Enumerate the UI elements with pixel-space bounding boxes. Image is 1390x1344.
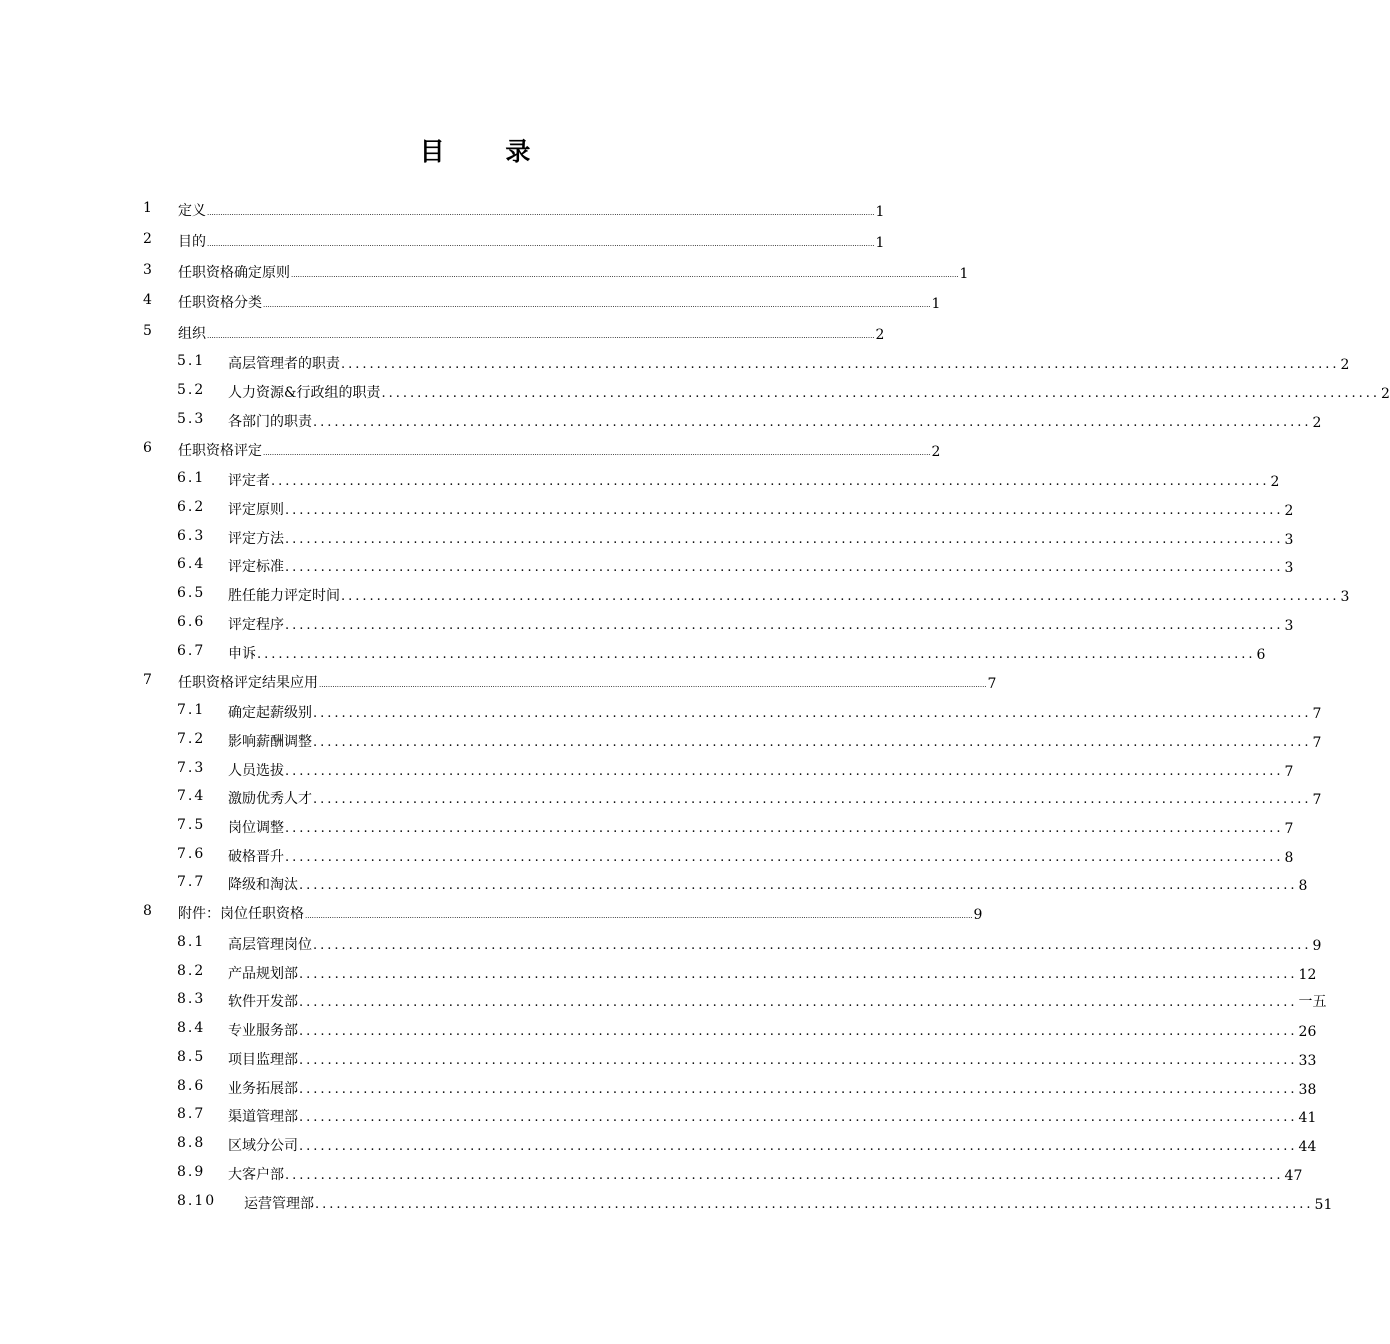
toc-entry-label: 影响薪酬调整 [228,734,312,750]
toc-entry-line [228,411,1322,431]
toc-entry-page-number: 1 [875,235,885,251]
toc-entry-page-number: 51 [1314,1197,1333,1213]
dot-leader: ............................................................................................................................................ [313,792,1312,807]
toc-entry[interactable] [0,846,1294,870]
toc-entry[interactable] [0,963,1317,987]
dot-leader: ............................................................................................................................................ [313,706,1312,721]
toc-entry-label: 任职资格确定原则 [178,265,290,281]
toc-entry-number: 8.9 [177,1164,206,1180]
toc-entry[interactable] [0,1106,1317,1130]
toc-entry-page-number: 44 [1298,1139,1317,1155]
toc-entry-page-number: 26 [1298,1024,1317,1040]
toc-entry[interactable] [0,991,1327,1015]
toc-entry-number: 6.6 [177,614,206,630]
dot-leader: ............................................................................................................................................ [299,995,1298,1010]
toc-entry-label: 软件开发部 [228,994,298,1010]
toc-entry-page-number: 1 [959,266,969,282]
toc-entry-line [228,643,1266,663]
toc-entry[interactable] [0,323,950,347]
toc-entry-line [228,556,1294,576]
dot-leader: ............................................................................................................................................ [285,503,1284,518]
toc-entry-line [228,874,1308,894]
dot-leader: ............................................................................................................................................ [313,735,1312,750]
toc-entry-label: 运营管理部 [244,1196,314,1212]
toc-entry-number: 2 [143,231,152,247]
dot-leader: ............................................................................................................................................ [257,647,1256,662]
toc-entry-label: 各部门的职责 [228,414,312,430]
toc-entry-page-number: 3 [1284,560,1294,576]
toc-entry[interactable] [0,292,950,316]
toc-entry-label: 高层管理岗位 [228,937,312,953]
toc-entry-line [228,1135,1317,1155]
toc-entry-label: 破格晋升 [228,849,284,865]
toc-entry-number: 4 [143,292,152,308]
toc-entry-line [228,499,1294,519]
toc-entry-page-number: 7 [1284,764,1294,780]
toc-entry-label: 激励优秀人才 [228,791,312,807]
toc-entry[interactable] [0,440,950,464]
dot-leader: ............................................................................................................................................................................................................................................................................................................ [207,240,875,248]
dot-leader: ............................................................................................................................................................................................................................................................................................................ [291,271,959,279]
toc-entry-label: 评定者 [228,473,270,489]
toc-entry-label: 大客户部 [228,1167,284,1183]
toc-entry-number: 8.3 [177,991,206,1007]
toc-entry-label: 人力资源&行政组的职责 [228,385,381,401]
toc-entry-page-number: 1 [875,204,885,220]
toc-entry-page-number: 9 [1312,938,1322,954]
dot-leader: ............................................................................................................................................ [313,938,1312,953]
toc-entry-number: 7.6 [177,846,206,862]
toc-entry-page-number: 3 [1340,589,1350,605]
toc-entry-line [228,760,1294,780]
dot-leader: ............................................................................................................................................ [299,1082,1298,1097]
toc-entry-number: 6.5 [177,585,206,601]
toc-entry-line [228,585,1350,605]
toc-entry[interactable] [0,262,969,286]
toc-entry-number: 6.7 [177,643,206,659]
toc-entry[interactable] [0,1193,1333,1217]
toc-entry[interactable] [0,585,1350,609]
toc-entry-number: 7.7 [177,874,206,890]
toc-entry-number: 6.3 [177,528,206,544]
dot-leader: ............................................................................................................................................ [313,415,1312,430]
toc-entry-number: 6.1 [177,470,206,486]
toc-entry-label: 降级和淘汰 [228,877,298,893]
toc-entry[interactable] [0,382,1390,406]
toc-entry-number: 8.5 [177,1049,206,1065]
toc-entry-page-number: 6 [1256,647,1266,663]
dot-leader: ............................................................................................................................................ [285,560,1284,575]
toc-entry-line [178,440,941,460]
toc-entry-label: 渠道管理部 [228,1109,298,1125]
toc-entry-number: 3 [143,262,152,278]
toc-entry-line [228,1049,1317,1069]
toc-entry[interactable] [0,411,1322,435]
toc-entry-page-number: 3 [1284,618,1294,634]
toc-entry-number: 8.7 [177,1106,206,1122]
toc-entry-page-number: 41 [1298,1110,1317,1126]
toc-entry-number: 6.4 [177,556,206,572]
toc-entry[interactable] [0,499,1294,523]
toc-entry-page-number: 一五 [1298,994,1327,1010]
toc-entry-label: 业务拓展部 [228,1081,298,1097]
toc-entry-number: 8.4 [177,1020,206,1036]
toc-entry-line [228,846,1294,866]
dot-leader: ............................................................................................................................................................................................................................................................................................................ [263,449,931,457]
dot-leader: ............................................................................................................................................ [381,386,1380,401]
toc-entry[interactable] [0,614,1294,638]
toc-entry-page-number: 7 [1312,706,1322,722]
toc-entry-label: 评定程序 [228,617,284,633]
toc-entry-page-number: 8 [1298,878,1308,894]
toc-entry[interactable] [0,1049,1317,1073]
dot-leader: ............................................................................................................................................ [315,1197,1314,1212]
toc-entry-line [244,1193,1333,1213]
toc-entry[interactable] [0,1164,1303,1188]
toc-entry-label: 评定方法 [228,531,284,547]
toc-entry-page-number: 2 [875,327,885,343]
toc-entry-line [228,963,1317,983]
toc-entry-number: 7.5 [177,817,206,833]
toc-entry[interactable] [0,470,1280,494]
dot-leader: ............................................................................................................................................................................................................................................................................................................ [319,681,987,689]
toc-entry-line [228,470,1280,490]
dot-leader: ............................................................................................................................................................................................................................................................................................................ [305,912,973,920]
toc-entry-label: 评定标准 [228,559,284,575]
dot-leader: ............................................................................................................................................ [285,1168,1284,1183]
toc-entry-page-number: 47 [1284,1168,1303,1184]
toc-entry-page-number: 3 [1284,532,1294,548]
toc-entry-label: 任职资格评定结果应用 [178,675,318,691]
toc-entry[interactable] [0,1020,1317,1044]
toc-entry-label: 任职资格分类 [178,295,262,311]
toc-entry-number: 8.10 [177,1193,217,1209]
toc-entry-line [178,231,885,251]
dot-leader: ............................................................................................................................................ [299,878,1298,893]
toc-entry-page-number: 38 [1298,1082,1317,1098]
toc-entry-label: 评定原则 [228,502,284,518]
dot-leader: ............................................................................................................................................ [285,821,1284,836]
toc-entry-number: 8.1 [177,934,206,950]
toc-entry[interactable] [0,353,1350,377]
toc-entry-label: 胜任能力评定时间 [228,588,340,604]
toc-entry[interactable] [0,788,1322,812]
toc-entry-page-number: 2 [1312,415,1322,431]
toc-entry-number: 8.6 [177,1078,206,1094]
toc-entry-number: 7.3 [177,760,206,776]
toc-entry[interactable] [0,1078,1317,1102]
toc-entry-page-number: 9 [973,907,983,923]
toc-entry-number: 7.4 [177,788,206,804]
toc-entry-label: 申诉 [228,646,256,662]
toc-entry-line [178,903,983,923]
toc-entry-line [178,292,941,312]
toc-entry[interactable] [0,556,1294,580]
dot-leader: ............................................................................................................................................................................................................................................................................................................ [207,332,875,340]
toc-entry-number: 5.2 [177,382,206,398]
toc-entry-line [228,528,1294,548]
dot-leader: ............................................................................................................................................ [341,589,1340,604]
dot-leader: ............................................................................................................................................ [285,764,1284,779]
toc-entry-label: 项目监理部 [228,1052,298,1068]
toc-entry-label: 区域分公司 [228,1138,298,1154]
toc-entry-number: 8.8 [177,1135,206,1151]
toc-entry[interactable] [0,528,1294,552]
toc-entry-number: 8.2 [177,963,206,979]
dot-leader: ............................................................................................................................................ [341,357,1340,372]
toc-entry-number: 6 [143,440,152,456]
toc-entry-page-number: 2 [1284,503,1294,519]
toc-entry[interactable] [0,200,950,224]
dot-leader: ............................................................................................................................................ [271,474,1270,489]
toc-entry-line [178,262,969,282]
dot-leader: ............................................................................................................................................ [285,850,1284,865]
toc-entry-label: 高层管理者的职责 [228,356,340,372]
toc-entry[interactable] [0,760,1294,784]
toc-entry-line [228,1078,1317,1098]
toc-entry-label: 目的 [178,234,206,250]
toc-entry-page-number: 33 [1298,1053,1317,1069]
toc-entry-label: 岗位调整 [228,820,284,836]
toc-entry-page-number: 7 [1312,792,1322,808]
toc-entry[interactable] [0,702,1322,726]
toc-entry-page-number: 2 [1270,474,1280,490]
toc-entry-line [178,200,885,220]
dot-leader: ............................................................................................................................................................................................................................................................................................................ [207,209,875,217]
toc-entry-number: 5.1 [177,353,206,369]
toc-title: 目 录 [419,137,557,166]
toc-entry[interactable] [0,934,1322,958]
toc-entry-label: 定义 [178,203,206,219]
toc-entry-page-number: 2 [1381,386,1390,402]
toc-entry-page-number: 12 [1298,967,1317,983]
toc-entry[interactable] [0,1135,1317,1159]
toc-entry-line [228,817,1294,837]
dot-leader: ............................................................................................................................................ [299,1053,1298,1068]
toc-entry[interactable] [0,874,1308,898]
toc-entry-number: 5.3 [177,411,206,427]
dot-leader: ............................................................................................................................................ [299,1110,1298,1125]
toc-entry-number: 5 [143,323,152,339]
toc-entry-number: 7 [143,672,152,688]
toc-entry-page-number: 7 [1312,735,1322,751]
toc-entry-line [228,934,1322,954]
dot-leader: ............................................................................................................................................................................................................................................................................................................ [263,301,931,309]
toc-entry-number: 7.2 [177,731,206,747]
toc-entry-line [228,1164,1303,1184]
dot-leader: ............................................................................................................................................ [285,532,1284,547]
dot-leader: ............................................................................................................................................ [299,1024,1298,1039]
toc-entry-page-number: 8 [1284,850,1294,866]
toc-entry-label: 产品规划部 [228,966,298,982]
toc-entry-line [228,1106,1317,1126]
dot-leader: ............................................................................................................................................ [285,618,1284,633]
toc-entry-page-number: 2 [1340,357,1350,373]
toc-entry[interactable] [0,643,1266,667]
toc-entry-label: 人员选拔 [228,763,284,779]
toc-entry-line [228,353,1350,373]
toc-entry-line [228,702,1322,722]
toc-entry-number: 8 [143,903,152,919]
dot-leader: ............................................................................................................................................ [299,967,1298,982]
toc-entry-label: 确定起薪级别 [228,705,312,721]
toc-entry-page-number: 7 [987,676,997,692]
toc-entry-line [228,614,1294,634]
toc-entry-line [228,788,1322,808]
toc-entry-label: 任职资格评定 [178,443,262,459]
toc-entry[interactable] [0,817,1294,841]
toc-entry-label: 组织 [178,326,206,342]
toc-entry-page-number: 2 [931,444,941,460]
toc-entry-line [228,1020,1317,1040]
toc-entry-label: 附件：岗位任职资格 [178,906,304,922]
toc-entry[interactable] [0,231,950,255]
toc-entry-label: 专业服务部 [228,1023,298,1039]
toc-entry-page-number: 7 [1284,821,1294,837]
toc-entry-line [178,323,885,343]
toc-entry-line [228,382,1390,402]
toc-entry-page-number: 1 [931,296,941,312]
toc-entry-line [178,672,997,692]
toc-entry-number: 6.2 [177,499,206,515]
toc-entry-line [228,991,1327,1011]
toc-entry-number: 7.1 [177,702,206,718]
toc-entry-line [228,731,1322,751]
toc-entry[interactable] [0,731,1322,755]
toc-entry[interactable] [0,672,997,696]
dot-leader: ............................................................................................................................................ [299,1139,1298,1154]
toc-entry-number: 1 [143,200,152,216]
toc-entry[interactable] [0,903,983,927]
